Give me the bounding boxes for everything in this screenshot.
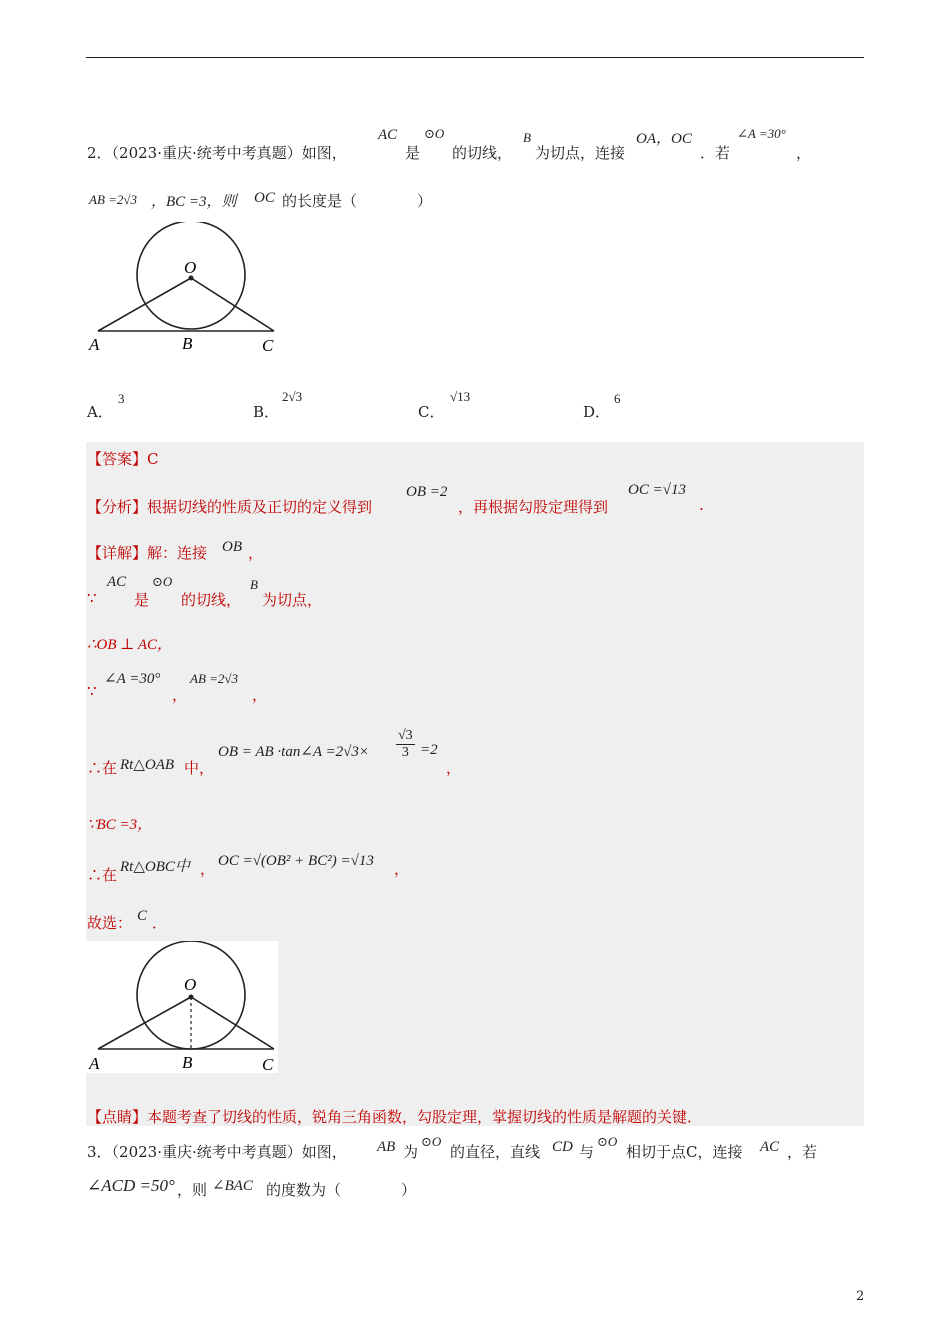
option-c-letter: C． — [418, 403, 445, 421]
because2-sym: ∵ — [87, 682, 97, 700]
therefore3-tri: Rt△OBC中 — [120, 859, 190, 875]
solution-label-b: B — [182, 1053, 193, 1072]
q2-tangent-point-text: 为切点，连接 — [535, 144, 626, 162]
q2-line2-oc: OC — [254, 190, 275, 206]
because2-angle: ∠A =30° — [104, 671, 161, 687]
therefore2-tri: Rt△OAB — [120, 757, 175, 773]
option-d-value: 6 — [614, 391, 621, 406]
q2-shi: 是 — [405, 144, 421, 162]
q2-ruo: ．若 — [700, 144, 731, 162]
page-number: 2 — [856, 1289, 865, 1304]
q3-yu: 与 — [579, 1143, 595, 1161]
q3-angle-acd: ∠ACD =50° — [87, 1176, 175, 1195]
analysis-oc: OC =√13 — [628, 482, 686, 498]
therefore3-comma1: ， — [200, 860, 216, 878]
q2-label-a: A — [89, 335, 100, 354]
q3-stem-prefix: 3．（2023·重庆·统考中考真题）如图， — [87, 1143, 347, 1161]
solution-figure — [86, 941, 278, 1076]
option-c-value: √13 — [450, 389, 471, 404]
comment: 【点睛】本题考查了切线的性质，锐角三角函数，勾股定理，掌握切线的性质是解题的关键． — [87, 1108, 703, 1126]
option-b-letter: B． — [253, 403, 280, 421]
q3-cd: CD — [552, 1139, 573, 1155]
q2-circle-o: ⊙O — [424, 126, 445, 141]
analysis-end: . — [699, 496, 704, 514]
q2-stem-prefix: 2．（2023·重庆·统考中考真题）如图， — [87, 144, 347, 162]
because2-ab: AB =2√3 — [190, 671, 239, 686]
q2-oa-oc: OA，OC — [636, 131, 692, 147]
choose-value: C — [137, 908, 148, 924]
q2-line2-bc: ，BC =3，则 — [151, 194, 237, 210]
choose-end: ． — [152, 914, 168, 932]
q2-line2-ab: AB =2√3 — [89, 192, 138, 207]
q2-b: B — [523, 130, 531, 145]
because1-o: ⊙O — [152, 574, 173, 589]
q2-angle-a: ∠A =30° — [737, 126, 786, 141]
therefore3-prefix: ∴在 — [87, 866, 118, 884]
q3-wei: 为 — [403, 1143, 419, 1161]
therefore3-eq: OC =√(OB² + BC²) =√13 — [218, 853, 374, 869]
analysis-ob: OB =2 — [406, 484, 448, 500]
answer-label: 【答案】C — [87, 450, 159, 468]
solution-label-c: C — [262, 1055, 274, 1074]
q3-ab: AB — [377, 1139, 396, 1155]
because1-sym: ∵ — [87, 589, 97, 607]
because1-ac: AC — [107, 574, 127, 590]
because1-tangent: 的切线， — [181, 591, 242, 609]
q3-ac: AC — [760, 1139, 780, 1155]
q2-label-o: O — [184, 258, 197, 277]
therefore2-comma: ， — [446, 759, 462, 777]
solution-center-dot — [189, 995, 194, 1000]
therefore2-eq: OB = AB ·tan∠A =2√3× — [218, 744, 370, 760]
solution-line-oa — [98, 997, 191, 1049]
q2-label-b: B — [182, 334, 193, 353]
therefore2-frac-den: 3 — [401, 745, 409, 760]
q3-tangent-at: 相切于点C，连接 — [626, 1143, 743, 1161]
therefore2-prefix: ∴在 — [87, 759, 118, 777]
q2-line-oc — [191, 278, 274, 331]
q3-rest: 的度数为（ ） — [266, 1181, 417, 1199]
therefore3-comma2: ， — [394, 860, 410, 878]
choose-prefix: 故选： — [87, 914, 133, 932]
q2-figure — [86, 222, 286, 362]
because2-comma1: ， — [172, 686, 188, 704]
q3-circle-o: ⊙O — [421, 1134, 442, 1149]
solution-label-a: A — [89, 1054, 100, 1073]
detail-comma: ， — [248, 544, 264, 562]
because2-comma2: ， — [252, 686, 268, 704]
solution-line-oc — [191, 997, 274, 1049]
header-rule — [86, 57, 864, 58]
solution-label-o: O — [184, 975, 197, 994]
therefore2-frac-box — [396, 728, 415, 761]
q2-tangent-text: 的切线， — [452, 144, 513, 162]
q3-diam: 的直径，直线 — [450, 1143, 541, 1161]
because1-point: 为切点， — [262, 591, 323, 609]
because1-b: B — [250, 577, 258, 592]
therefore2-frac-num: √3 — [398, 728, 413, 743]
q2-line-oa — [98, 278, 191, 331]
therefore1: ∴OB ⊥ AC， — [87, 637, 173, 653]
q2-comma: ， — [796, 144, 812, 162]
detail-ob: OB — [222, 539, 242, 555]
because3: ∵BC =3， — [87, 817, 153, 833]
analysis-mid: ，再根据勾股定理得到 — [458, 498, 609, 516]
q3-circle-o2: ⊙O — [597, 1134, 618, 1149]
q2-line2-rest: 的长度是（ ） — [282, 192, 433, 210]
therefore2-zhong: 中， — [184, 759, 215, 777]
therefore2-fraction — [396, 728, 415, 761]
q3-angle-bac: ∠BAC — [212, 1178, 253, 1194]
option-a-value: 3 — [118, 391, 125, 406]
because1-shi: 是 — [134, 591, 150, 609]
q3-ruo: ，若 — [787, 1143, 818, 1161]
detail-label: 【详解】解：连接 — [87, 544, 208, 562]
therefore2-res: =2 — [420, 742, 438, 758]
q3-ze: ，则 — [177, 1181, 208, 1199]
q2-ac: AC — [378, 127, 398, 143]
option-a-letter: A． — [87, 403, 113, 421]
option-b-value: 2√3 — [282, 389, 303, 404]
q2-label-c: C — [262, 336, 274, 355]
option-d-letter: D． — [583, 403, 611, 421]
analysis-label: 【分析】根据切线的性质及正切的定义得到 — [87, 498, 373, 516]
